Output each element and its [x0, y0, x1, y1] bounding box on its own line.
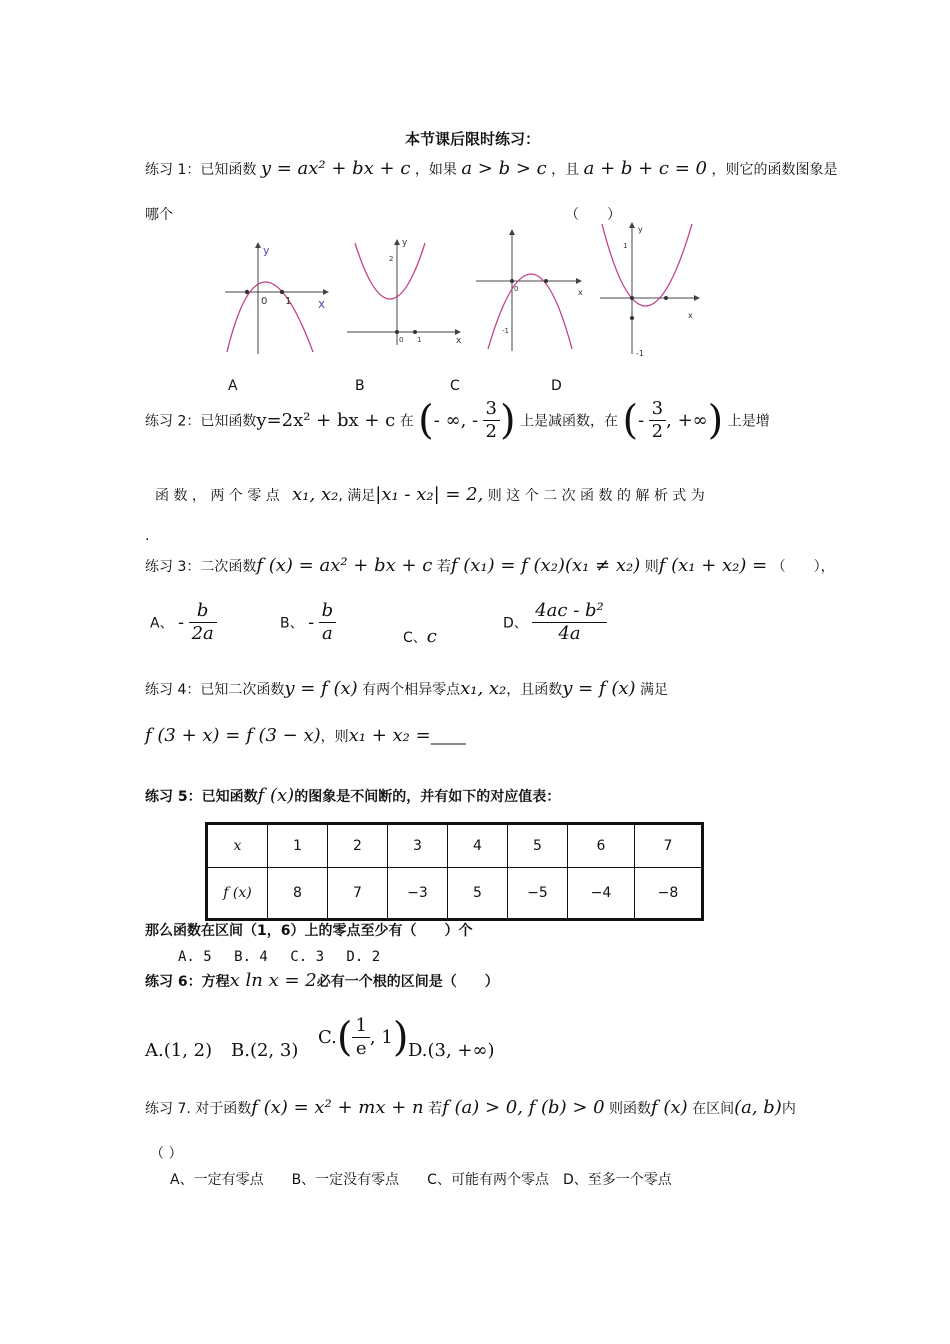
- q3-formula: f (x) = ax² + bx + c: [256, 555, 433, 576]
- table-x-2: 2: [328, 824, 388, 868]
- q2-label: 练习 2：已知函数: [145, 413, 257, 430]
- graph-b: [345, 235, 467, 347]
- graph-c-y-arrow: [509, 229, 515, 235]
- table-fx-2: 7: [328, 868, 388, 920]
- graph-a-x-label: x: [318, 297, 326, 311]
- q2-abs: |x₁ - x₂| = 2,: [375, 484, 484, 505]
- q2-line2-end: 则 这 个 二 次 函 数 的 解 析 式 为: [487, 488, 705, 504]
- q4-zeros: x₁, x₂: [460, 678, 507, 699]
- graph-d-curve: [602, 224, 692, 306]
- q3-cond: f (x₁) = f (x₂)(x₁ ≠ x₂): [450, 555, 641, 576]
- q3-option-d-den: 4a: [558, 623, 581, 644]
- graph-b-curve: [355, 243, 425, 299]
- q4-func2: y = f (x): [562, 678, 636, 699]
- q3-line1: [145, 555, 835, 576]
- q2-line2-start: 函 数 ， 两 个 零 点: [155, 488, 280, 504]
- graph-b-point-2: [413, 330, 417, 334]
- q2-frac2-num: 3: [649, 398, 666, 421]
- q3-option-d-frac: [532, 600, 607, 645]
- value-table: [205, 822, 704, 921]
- graph-d-root-2: [664, 296, 668, 300]
- graph-d-minus-one: -1: [636, 349, 644, 358]
- graph-a: [225, 240, 337, 356]
- table-head-fx: f (x): [207, 868, 268, 920]
- q7-line1: [145, 1097, 796, 1118]
- q3-paren: （ ），: [771, 559, 835, 575]
- table-fx-3: −3: [388, 868, 448, 920]
- graph-a-root-2: [280, 290, 284, 294]
- q3-option-b-num: b: [319, 600, 337, 623]
- graph-c-x-label: x: [578, 288, 583, 297]
- q7-then: 则函数: [609, 1101, 652, 1117]
- table-head-x: x: [207, 824, 268, 868]
- q3-option-b: [280, 600, 336, 645]
- q4-func: y = f (x): [284, 678, 358, 699]
- q6-line1: [145, 970, 499, 991]
- graph-a-y-arrow: [255, 242, 261, 248]
- q1-option-b: B: [355, 378, 365, 394]
- graph-b-one: 1: [417, 336, 422, 344]
- q1-mid3: ，则它的函数图象是: [711, 162, 838, 178]
- q2-formula: y=2x² + bx + c: [256, 410, 396, 431]
- graph-a-root-1: [245, 290, 249, 294]
- q2-satisfy: , 满足: [338, 488, 376, 504]
- q6-option-c-num: 1: [352, 1015, 369, 1038]
- q6-option-c-den: e: [355, 1038, 367, 1059]
- q3-option-a-frac: [189, 600, 217, 645]
- q4-eq: f (3 + x) = f (3 − x): [145, 725, 321, 746]
- q6-t1: 必有一个根的区间是（ ）: [316, 974, 499, 990]
- q2-decreasing-text: 上是减函数，在: [520, 413, 619, 430]
- graph-b-zero: 0: [399, 336, 404, 344]
- q2-line1: [145, 398, 770, 443]
- q2-paren-open-1: (: [418, 397, 434, 444]
- q3-if: 若: [436, 559, 451, 575]
- table-fx-6: −4: [568, 868, 635, 920]
- q3-option-d-label: D、: [503, 615, 528, 632]
- q6-label: 练习 6：方程: [145, 974, 230, 990]
- q2-dot: .: [145, 528, 150, 544]
- graph-d-root-1: [630, 296, 634, 300]
- graph-a-one: 1: [285, 296, 292, 307]
- q3-option-a-minus: -: [178, 612, 185, 633]
- q6-option-b: B.(2, 3): [231, 1040, 299, 1061]
- q7-inside: 内: [781, 1101, 796, 1117]
- q2-paren-open-2: (: [622, 397, 639, 444]
- q3-option-b-den: a: [322, 623, 333, 644]
- table-x-5: 5: [508, 824, 568, 868]
- q6-option-d: D.(3, +∞): [408, 1040, 495, 1061]
- graph-a-x-arrow: [323, 289, 329, 295]
- table-fx-7: −8: [635, 868, 703, 920]
- q7-if: 若: [428, 1101, 443, 1117]
- q1-option-d: D: [551, 378, 562, 394]
- graph-d-y-intercept: [630, 316, 634, 320]
- graph-d: [598, 218, 710, 360]
- q2-increasing-text: 上是增: [727, 413, 770, 430]
- q7-in: 在区间: [692, 1101, 735, 1117]
- graph-c-origin: 0: [514, 285, 519, 293]
- graph-b-point-1: [395, 330, 399, 334]
- q2-frac2-den: 2: [651, 421, 664, 442]
- q7-paren: （ ）: [150, 1146, 183, 1162]
- q4-t4: ，则: [320, 729, 349, 745]
- table-x-3: 3: [388, 824, 448, 868]
- q2-fraction-1: [483, 398, 500, 443]
- q6-option-c-paren-close: ): [392, 1014, 409, 1061]
- table-fx-4: 5: [448, 868, 508, 920]
- graph-b-x-arrow: [455, 329, 461, 335]
- graph-d-y-arrow: [629, 222, 635, 228]
- graph-c-minus-one: -1: [502, 327, 509, 335]
- table-row-fx: [207, 868, 703, 920]
- graph-a-y-label: y: [263, 244, 270, 257]
- q4-t1: 有两个相异零点: [362, 682, 461, 698]
- page-title: 本节课后限时练习：: [405, 130, 541, 148]
- graph-d-one: 1: [623, 242, 628, 250]
- q1-mid2: ，且: [551, 162, 580, 178]
- q5-t1: 的图象是不间断的，并有如下的对应值表：: [294, 789, 561, 805]
- q5-func: f (x): [257, 785, 295, 806]
- q6-option-c-frac: [352, 1015, 369, 1060]
- graph-b-y-label: y: [402, 238, 408, 248]
- graph-b-y-arrow: [394, 239, 400, 245]
- q3-option-b-frac: [319, 600, 337, 645]
- graph-a-origin: 0: [261, 296, 268, 307]
- table-row-x: [207, 824, 703, 868]
- graph-c-curve: [488, 274, 572, 349]
- q4-blank: _____: [430, 729, 466, 745]
- graph-d-x-label: x: [688, 311, 693, 320]
- q2-paren-close-1: ): [500, 397, 516, 444]
- graph-c-root-2: [544, 279, 548, 283]
- q7-label: 练习 7. 对于函数: [145, 1101, 252, 1117]
- table-x-7: 7: [635, 824, 703, 868]
- q3-label: 练习 3：二次函数: [145, 559, 257, 575]
- q3-option-a-den: 2a: [191, 623, 214, 644]
- table-fx-5: −5: [508, 868, 568, 920]
- q4-line2: [145, 725, 466, 746]
- q2-fraction-2: [649, 398, 666, 443]
- q3-option-c-value: c: [426, 626, 437, 647]
- graph-d-x-arrow: [694, 295, 700, 301]
- graph-c-root-1: [510, 279, 514, 283]
- q1-label: 练习 1：已知函数: [145, 162, 257, 178]
- table-x-1: 1: [268, 824, 328, 868]
- q1-cond1: a > b > c: [461, 158, 547, 179]
- graph-b-x-label: x: [456, 336, 462, 346]
- q1-option-c: C: [450, 378, 460, 394]
- q7-func2: f (x): [651, 1097, 688, 1118]
- graph-c: [474, 225, 590, 353]
- table-fx-1: 8: [268, 868, 328, 920]
- q2-interval2-left: -: [638, 410, 645, 431]
- q6-option-c-right: , 1: [369, 1027, 393, 1048]
- q3-option-c-label: C、: [403, 630, 427, 646]
- q3-option-a-label: A、: [150, 615, 174, 632]
- q4-t3: 满足: [640, 682, 669, 698]
- q6-option-a: A.(1, 2): [145, 1040, 213, 1061]
- q3-option-d: [503, 600, 607, 645]
- q7-options: A、一定有零点 B、一定没有零点 C、可能有两个零点 D、至多一个零点: [170, 1172, 672, 1188]
- q1-option-a: A: [228, 378, 238, 394]
- q2-paren-close-2: ): [707, 397, 724, 444]
- q6-option-c-label: C.: [318, 1027, 337, 1048]
- q2-frac1-den: 2: [485, 421, 497, 442]
- q3-option-c: [403, 626, 437, 647]
- q3-option-d-num: 4ac - b²: [532, 600, 607, 623]
- q5-question: 那么函数在区间（1，6）上的零点至少有（ ）个: [145, 923, 473, 939]
- q3-option-a: [150, 600, 217, 645]
- graph-d-y-label: y: [638, 225, 643, 234]
- q2-interval2-right: , +∞: [666, 410, 708, 431]
- q6-option-c-paren-open: (: [336, 1014, 353, 1061]
- q4-t2: ，且函数: [506, 682, 563, 698]
- q4-line1: [145, 678, 668, 699]
- q2-frac1-num: 3: [483, 398, 500, 421]
- q1-answer-paren: （ ）: [565, 207, 621, 223]
- q3-then: 则: [644, 559, 659, 575]
- q5-line1: [145, 785, 560, 806]
- q4-label: 练习 4：已知二次函数: [145, 682, 285, 698]
- q1-line2: 哪个: [145, 207, 173, 223]
- q6-option-c: [318, 1015, 408, 1060]
- q3-option-a-num: b: [189, 600, 217, 623]
- q3-option-b-minus: -: [308, 612, 315, 633]
- q2-line2: [155, 484, 705, 505]
- q3-ask: f (x₁ + x₂) =: [658, 555, 768, 576]
- q7-interval: (a, b): [734, 1097, 782, 1118]
- q5-options: A. 5 B. 4 C. 3 D. 2: [178, 949, 381, 965]
- q6-eq: x ln x = 2: [229, 970, 317, 991]
- q2-interval1-left: - ∞, -: [433, 410, 479, 431]
- q1-cond2: a + b + c = 0: [583, 158, 707, 179]
- q1-formula: y = ax² + bx + c: [260, 158, 411, 179]
- q7-func: f (x) = x² + mx + n: [251, 1097, 424, 1118]
- graph-b-two: 2: [389, 255, 394, 263]
- q2-at-1: 在: [399, 413, 414, 430]
- q7-cond: f (a) > 0, f (b) > 0: [442, 1097, 605, 1118]
- q1-mid1: ，如果: [414, 162, 457, 178]
- graph-c-x-arrow: [576, 278, 582, 284]
- q3-option-b-label: B、: [280, 615, 304, 632]
- q4-ask: x₁ + x₂ =: [348, 725, 431, 746]
- q1-line1: [145, 158, 837, 179]
- q2-zeros: x₁, x₂: [292, 484, 339, 505]
- table-x-6: 6: [568, 824, 635, 868]
- q5-label: 练习 5：已知函数: [145, 789, 258, 805]
- table-x-4: 4: [448, 824, 508, 868]
